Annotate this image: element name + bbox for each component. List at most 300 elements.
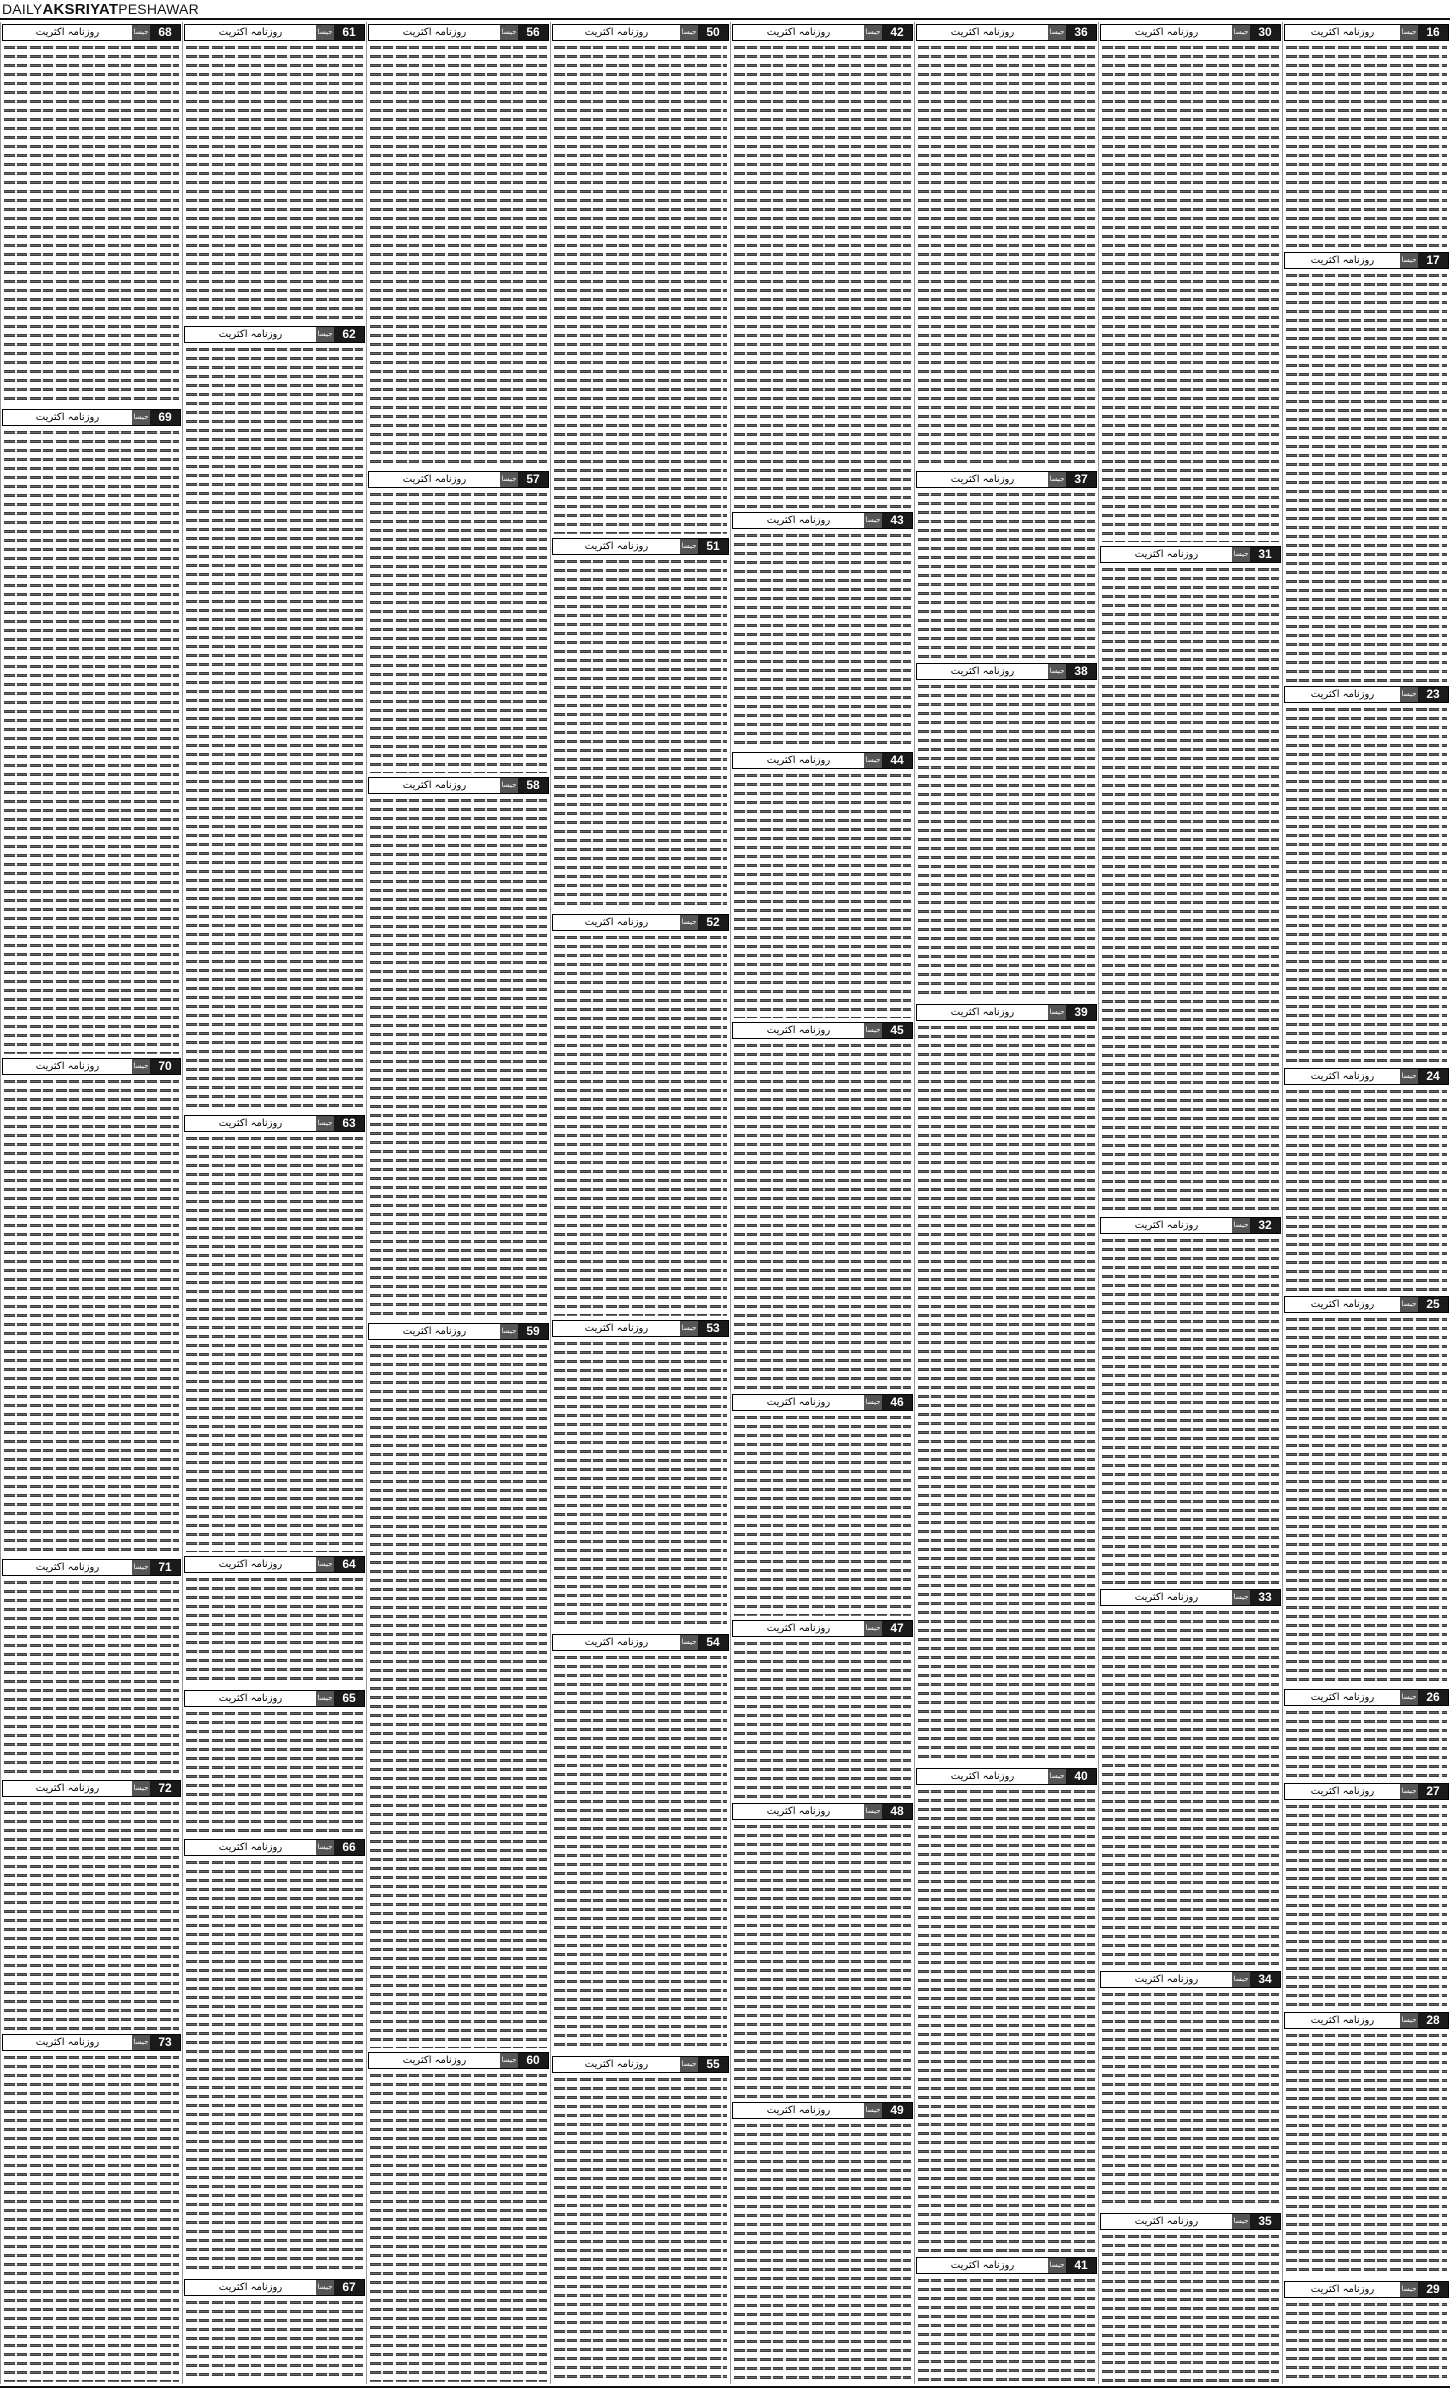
badge-small-label: جیسا	[1400, 1069, 1418, 1084]
item-header-badge	[1284, 24, 1449, 41]
badge-small-label: جیسا	[1048, 1769, 1066, 1784]
badge-number-box	[864, 1621, 912, 1636]
badge-small-label: جیسا	[132, 2035, 150, 2050]
badge-small-label: جیسا	[864, 1621, 882, 1636]
badge-number-box	[500, 778, 548, 793]
item-number: 73	[158, 2034, 172, 2049]
badge-number-box	[1400, 687, 1448, 702]
badge-publication-name: روزنامہ اکثریت	[369, 1324, 500, 1339]
item-header-badge	[1100, 1217, 1281, 1234]
badge-small-label: جیسا	[132, 1059, 150, 1074]
classified-item	[1099, 1215, 1282, 1587]
badge-small-label: جیسا	[1400, 253, 1418, 268]
item-number: 53	[706, 1321, 720, 1336]
badge-number-box	[864, 753, 912, 768]
item-header-badge	[2, 1780, 181, 1797]
item-header-badge	[732, 512, 913, 529]
classified-item	[915, 661, 1098, 1002]
classified-item	[1099, 1969, 1282, 2211]
classified-item	[731, 1392, 914, 1618]
item-number: 40	[1074, 1769, 1088, 1784]
badge-small-label: جیسا	[1400, 687, 1418, 702]
item-number: 33	[1258, 1589, 1272, 1604]
badge-publication-name: روزنامہ اکثریت	[1285, 1069, 1400, 1084]
classified-item	[367, 2050, 550, 2384]
masthead-name: AKSRIYAT	[42, 1, 119, 18]
item-number: 47	[890, 1621, 904, 1636]
item-number: 36	[1074, 25, 1088, 39]
classified-item	[1283, 2010, 1450, 2279]
article-text-block	[186, 1134, 363, 1552]
classified-item	[1283, 250, 1450, 683]
badge-number-box	[500, 2053, 548, 2068]
item-header-badge	[2, 1058, 181, 1075]
item-number: 55	[706, 2057, 720, 2072]
classified-item	[183, 2277, 366, 2384]
classified-item	[367, 775, 550, 1321]
item-number: 29	[1426, 2281, 1440, 2296]
badge-publication-name: روزنامہ اکثریت	[553, 539, 680, 554]
item-number: 44	[890, 753, 904, 768]
badge-number-box	[132, 2035, 180, 2050]
badge-number-box	[1048, 2258, 1096, 2273]
classified-item	[551, 1318, 730, 1632]
badge-number-box	[1232, 25, 1280, 40]
item-number: 59	[526, 1323, 540, 1338]
column-c6	[366, 22, 550, 2384]
item-header-badge	[732, 2102, 913, 2119]
classified-item	[915, 1002, 1098, 1766]
badge-small-label: جیسا	[316, 25, 334, 40]
badge-small-label: جیسا	[864, 1804, 882, 1819]
badge-small-label: جیسا	[1048, 2258, 1066, 2273]
classified-item	[183, 1688, 366, 1836]
badge-number-box	[1048, 664, 1096, 679]
item-header-badge	[552, 914, 729, 931]
badge-number-box	[316, 1840, 364, 1855]
item-number: 48	[890, 1803, 904, 1818]
item-number: 37	[1074, 471, 1088, 486]
badge-small-label: جیسا	[1048, 25, 1066, 40]
item-header-badge	[552, 538, 729, 555]
classified-item	[731, 2100, 914, 2384]
badge-number-box	[864, 1395, 912, 1410]
item-header-badge	[1284, 2012, 1449, 2029]
badge-number-box	[1400, 2282, 1448, 2297]
badge-small-label: جیسا	[1048, 1005, 1066, 1020]
badge-small-label: جیسا	[680, 915, 698, 930]
item-header-badge	[184, 1839, 365, 1856]
item-header-badge	[732, 1803, 913, 1820]
item-header-badge	[916, 24, 1097, 41]
badge-number-box	[1048, 1005, 1096, 1020]
article-text-block	[918, 43, 1095, 467]
badge-small-label: جیسا	[132, 1781, 150, 1796]
item-number: 32	[1258, 1217, 1272, 1232]
classified-item	[1283, 1781, 1450, 2009]
badge-publication-name: روزنامہ اکثریت	[1101, 547, 1232, 562]
badge-small-label: جیسا	[316, 2280, 334, 2295]
article-text-block	[554, 2075, 727, 2382]
badge-publication-name: روزنامہ اکثریت	[369, 472, 500, 487]
classified-item	[551, 1632, 730, 2054]
classified-item	[1283, 684, 1450, 1066]
badge-small-label: جیسا	[1400, 25, 1418, 40]
article-text-block	[186, 1858, 363, 2276]
classified-item	[1, 22, 182, 407]
badge-number-box	[1232, 2214, 1280, 2229]
item-number: 17	[1426, 253, 1440, 268]
item-header-badge	[368, 2052, 549, 2069]
badge-publication-name: روزنامہ اکثریت	[369, 25, 500, 40]
top-rule	[0, 18, 1450, 20]
badge-number-box	[316, 327, 364, 342]
badge-number-box	[132, 25, 180, 40]
article-text-block	[1102, 565, 1279, 1213]
item-header-badge	[916, 1004, 1097, 1021]
item-header-badge	[368, 1323, 549, 1340]
classified-item	[731, 510, 914, 751]
classified-item	[367, 22, 550, 469]
item-header-badge	[1284, 1783, 1449, 1800]
item-number: 52	[706, 914, 720, 929]
article-text-block	[4, 428, 179, 1054]
badge-publication-name: روزنامہ اکثریت	[1285, 25, 1400, 40]
badge-publication-name: روزنامہ اکثریت	[3, 25, 132, 40]
article-text-block	[1286, 1802, 1447, 2007]
item-header-badge	[1284, 1068, 1449, 1085]
badge-publication-name: روزنامہ اکثریت	[1285, 1690, 1400, 1705]
badge-publication-name: روزنامہ اکثریت	[3, 1781, 132, 1796]
classified-item	[915, 1766, 1098, 2255]
badge-small-label: جیسا	[680, 25, 698, 40]
badge-publication-name: روزنامہ اکثریت	[733, 513, 864, 528]
column-c4	[730, 22, 914, 2384]
classified-item	[183, 1837, 366, 2278]
badge-publication-name: روزنامہ اکثریت	[1285, 2282, 1400, 2297]
classified-item	[551, 2054, 730, 2384]
badge-small-label: جیسا	[1232, 2214, 1250, 2229]
article-text-block	[734, 771, 911, 1018]
badge-number-box	[1400, 1690, 1448, 1705]
item-header-badge	[1100, 1589, 1281, 1606]
classified-item	[731, 750, 914, 1020]
badge-publication-name: روزنامہ اکثریت	[553, 25, 680, 40]
badge-publication-name: روزنامہ اکثریت	[733, 25, 864, 40]
item-header-badge	[368, 24, 549, 41]
badge-number-box	[132, 1781, 180, 1796]
badge-number-box	[680, 2057, 728, 2072]
badge-publication-name: روزنامہ اکثریت	[1101, 1590, 1232, 1605]
badge-number-box	[864, 2103, 912, 2118]
item-number: 67	[342, 2280, 356, 2295]
classified-item	[1099, 544, 1282, 1215]
badge-small-label: جیسا	[680, 1321, 698, 1336]
badge-small-label: جیسا	[864, 2103, 882, 2118]
item-number: 16	[1426, 25, 1440, 39]
badge-small-label: جیسا	[1232, 547, 1250, 562]
badge-number-box	[864, 25, 912, 40]
item-header-badge	[732, 752, 913, 769]
badge-publication-name: روزنامہ اکثریت	[553, 915, 680, 930]
article-text-block	[554, 1653, 727, 2052]
classified-item	[731, 22, 914, 510]
item-number: 50	[706, 25, 720, 39]
item-number: 65	[342, 1691, 356, 1706]
item-header-badge	[184, 326, 365, 343]
item-header-badge	[552, 1320, 729, 1337]
badge-small-label: جیسا	[1048, 472, 1066, 487]
badge-publication-name: روزنامہ اکثریت	[185, 1840, 316, 1855]
article-text-block	[4, 1799, 179, 2030]
item-header-badge	[184, 1115, 365, 1132]
badge-small-label: جیسا	[132, 25, 150, 40]
badge-publication-name: روزنامہ اکثریت	[733, 1804, 864, 1819]
article-text-block	[918, 2276, 1095, 2382]
badge-number-box	[132, 410, 180, 425]
item-header-badge	[552, 24, 729, 41]
article-text-block	[1102, 43, 1279, 542]
article-text-block	[1286, 1087, 1447, 1292]
item-number: 49	[890, 2102, 904, 2117]
item-number: 26	[1426, 1689, 1440, 1704]
item-number: 68	[158, 25, 172, 39]
classified-item	[1283, 2279, 1450, 2384]
badge-number-box	[1232, 1590, 1280, 1605]
badge-number-box	[1232, 547, 1280, 562]
badge-publication-name: روزنامہ اکثریت	[3, 2035, 132, 2050]
classified-item	[1099, 2211, 1282, 2384]
classified-item	[915, 469, 1098, 661]
item-header-badge	[1100, 1971, 1281, 1988]
item-number: 38	[1074, 664, 1088, 679]
item-number: 23	[1426, 686, 1440, 701]
badge-publication-name: روزنامہ اکثریت	[733, 1023, 864, 1038]
article-text-block	[1102, 2232, 1279, 2382]
article-text-block	[734, 1822, 911, 2098]
article-text-block	[1102, 1608, 1279, 1967]
classified-item	[1099, 22, 1282, 544]
classified-item	[915, 2255, 1098, 2384]
badge-small-label: جیسا	[680, 2057, 698, 2072]
classified-item	[1283, 1687, 1450, 1782]
article-text-block	[186, 2298, 363, 2382]
item-number: 61	[342, 25, 356, 39]
classified-item	[1, 1778, 182, 2032]
badge-number-box	[1400, 253, 1448, 268]
badge-publication-name: روزنامہ اکثریت	[733, 1395, 864, 1410]
item-number: 56	[526, 25, 540, 39]
item-header-badge	[368, 777, 549, 794]
item-number: 71	[158, 1560, 172, 1575]
article-text-block	[1286, 43, 1447, 248]
classified-item	[1099, 1587, 1282, 1969]
item-number: 72	[158, 1780, 172, 1795]
bottom-rule	[0, 2386, 1450, 2388]
badge-publication-name: روزنامہ اکثریت	[917, 1005, 1048, 1020]
badge-number-box	[864, 1023, 912, 1038]
article-text-block	[370, 43, 547, 467]
classified-item	[551, 912, 730, 1318]
badge-publication-name: روزنامہ اکثریت	[553, 1635, 680, 1650]
article-text-block	[554, 1339, 727, 1630]
article-text-block	[1286, 1708, 1447, 1780]
item-number: 70	[158, 1059, 172, 1074]
badge-small-label: جیسا	[1400, 2282, 1418, 2297]
badge-small-label: جیسا	[500, 2053, 518, 2068]
classified-item	[1, 2032, 182, 2384]
item-header-badge	[1100, 24, 1281, 41]
item-number: 63	[342, 1115, 356, 1130]
item-header-badge	[1284, 1689, 1449, 1706]
article-text-block	[4, 2053, 179, 2382]
badge-small-label: جیسا	[316, 1691, 334, 1706]
badge-publication-name: روزنامہ اکثریت	[1101, 1218, 1232, 1233]
item-header-badge	[732, 1022, 913, 1039]
item-header-badge	[916, 663, 1097, 680]
classified-item	[183, 22, 366, 324]
badge-small-label: جیسا	[500, 25, 518, 40]
badge-publication-name: روزنامہ اکثریت	[1285, 1784, 1400, 1799]
badge-number-box	[316, 1116, 364, 1131]
badge-number-box	[316, 1691, 364, 1706]
item-number: 54	[706, 1635, 720, 1650]
badge-small-label: جیسا	[864, 513, 882, 528]
item-number: 24	[1426, 1068, 1440, 1083]
item-header-badge	[2, 1559, 181, 1576]
badge-number-box	[680, 1321, 728, 1336]
item-number: 62	[342, 326, 356, 341]
column-c5	[550, 22, 730, 2384]
badge-number-box	[500, 25, 548, 40]
item-header-badge	[916, 471, 1097, 488]
article-text-block	[1286, 2031, 1447, 2277]
article-text-block	[734, 531, 911, 749]
badge-number-box	[316, 2280, 364, 2295]
column-c3	[914, 22, 1098, 2384]
badge-publication-name: روزنامہ اکثریت	[733, 1621, 864, 1636]
classified-item	[183, 1113, 366, 1554]
badge-publication-name: روزنامہ اکثریت	[185, 25, 316, 40]
item-number: 35	[1258, 2214, 1272, 2229]
item-number: 64	[342, 1556, 356, 1571]
classified-item	[1283, 1294, 1450, 1686]
article-text-block	[554, 557, 727, 910]
badge-publication-name: روزنامہ اکثریت	[185, 327, 316, 342]
badge-number-box	[1232, 1972, 1280, 1987]
item-number: 46	[890, 1394, 904, 1409]
classified-item	[1, 407, 182, 1056]
article-text-block	[734, 1041, 911, 1389]
classified-item	[1, 1557, 182, 1778]
article-text-block	[734, 2121, 911, 2382]
article-text-block	[1102, 1990, 1279, 2209]
badge-number-box	[680, 915, 728, 930]
column-c2	[1098, 22, 1282, 2384]
item-header-badge	[2, 409, 181, 426]
badge-publication-name: روزنامہ اکثریت	[369, 2053, 500, 2068]
article-text-block	[554, 43, 727, 534]
classified-item	[731, 1020, 914, 1391]
badge-small-label: جیسا	[680, 539, 698, 554]
item-header-badge	[1284, 1296, 1449, 1313]
badge-publication-name: روزنامہ اکثریت	[917, 472, 1048, 487]
article-text-block	[186, 1575, 363, 1686]
column-c1	[1282, 22, 1450, 2384]
article-text-block	[918, 682, 1095, 1000]
badge-publication-name: روزنامہ اکثریت	[3, 410, 132, 425]
item-number: 69	[158, 410, 172, 425]
item-header-badge	[732, 1394, 913, 1411]
badge-small-label: جیسا	[1232, 25, 1250, 40]
item-header-badge	[2, 2034, 181, 2051]
badge-publication-name: روزنامہ اکثریت	[1101, 2214, 1232, 2229]
article-text-block	[4, 1578, 179, 1776]
classified-item	[551, 536, 730, 912]
badge-number-box	[1400, 2013, 1448, 2028]
item-header-badge	[916, 1768, 1097, 1785]
badge-publication-name: روزنامہ اکثریت	[917, 25, 1048, 40]
badge-small-label: جیسا	[1232, 1218, 1250, 1233]
badge-number-box	[316, 25, 364, 40]
column-c7	[182, 22, 366, 2384]
article-text-block	[370, 490, 547, 773]
item-header-badge	[1284, 252, 1449, 269]
item-header-badge	[184, 2279, 365, 2296]
badge-publication-name: روزنامہ اکثریت	[185, 1557, 316, 1572]
badge-number-box	[132, 1059, 180, 1074]
article-text-block	[918, 1023, 1095, 1764]
badge-publication-name: روزنامہ اکثریت	[369, 778, 500, 793]
item-number: 28	[1426, 2012, 1440, 2027]
badge-small-label: جیسا	[1048, 664, 1066, 679]
item-number: 41	[1074, 2258, 1088, 2273]
article-text-block	[734, 1639, 911, 1799]
item-number: 57	[526, 471, 540, 486]
article-text-block	[918, 1787, 1095, 2253]
badge-small-label: جیسا	[864, 1023, 882, 1038]
classified-item	[731, 1801, 914, 2100]
article-text-block	[4, 43, 179, 405]
item-header-badge	[552, 1634, 729, 1651]
badge-publication-name: روزنامہ اکثریت	[185, 1116, 316, 1131]
badge-number-box	[1048, 25, 1096, 40]
badge-number-box	[500, 1324, 548, 1339]
badge-number-box	[864, 1804, 912, 1819]
item-header-badge	[184, 24, 365, 41]
item-number: 66	[342, 1839, 356, 1854]
classified-item	[1, 1056, 182, 1557]
article-text-block	[370, 1342, 547, 2049]
badge-small-label: جیسا	[500, 778, 518, 793]
article-text-block	[1286, 705, 1447, 1064]
article-text-block	[554, 933, 727, 1316]
badge-publication-name: روزنامہ اکثریت	[1101, 25, 1232, 40]
item-header-badge	[1100, 2213, 1281, 2230]
masthead-prefix: DAILY	[2, 1, 43, 17]
badge-small-label: جیسا	[1232, 1972, 1250, 1987]
badge-publication-name: روزنامہ اکثریت	[733, 753, 864, 768]
article-text-block	[918, 490, 1095, 659]
article-text-block	[1286, 2300, 1447, 2382]
item-header-badge	[184, 1690, 365, 1707]
badge-small-label: جیسا	[1400, 2013, 1418, 2028]
badge-small-label: جیسا	[1400, 1784, 1418, 1799]
badge-small-label: جیسا	[132, 410, 150, 425]
badge-publication-name: روزنامہ اکثریت	[1101, 1972, 1232, 1987]
badge-publication-name: روزنامہ اکثریت	[553, 2057, 680, 2072]
item-header-badge	[1100, 546, 1281, 563]
